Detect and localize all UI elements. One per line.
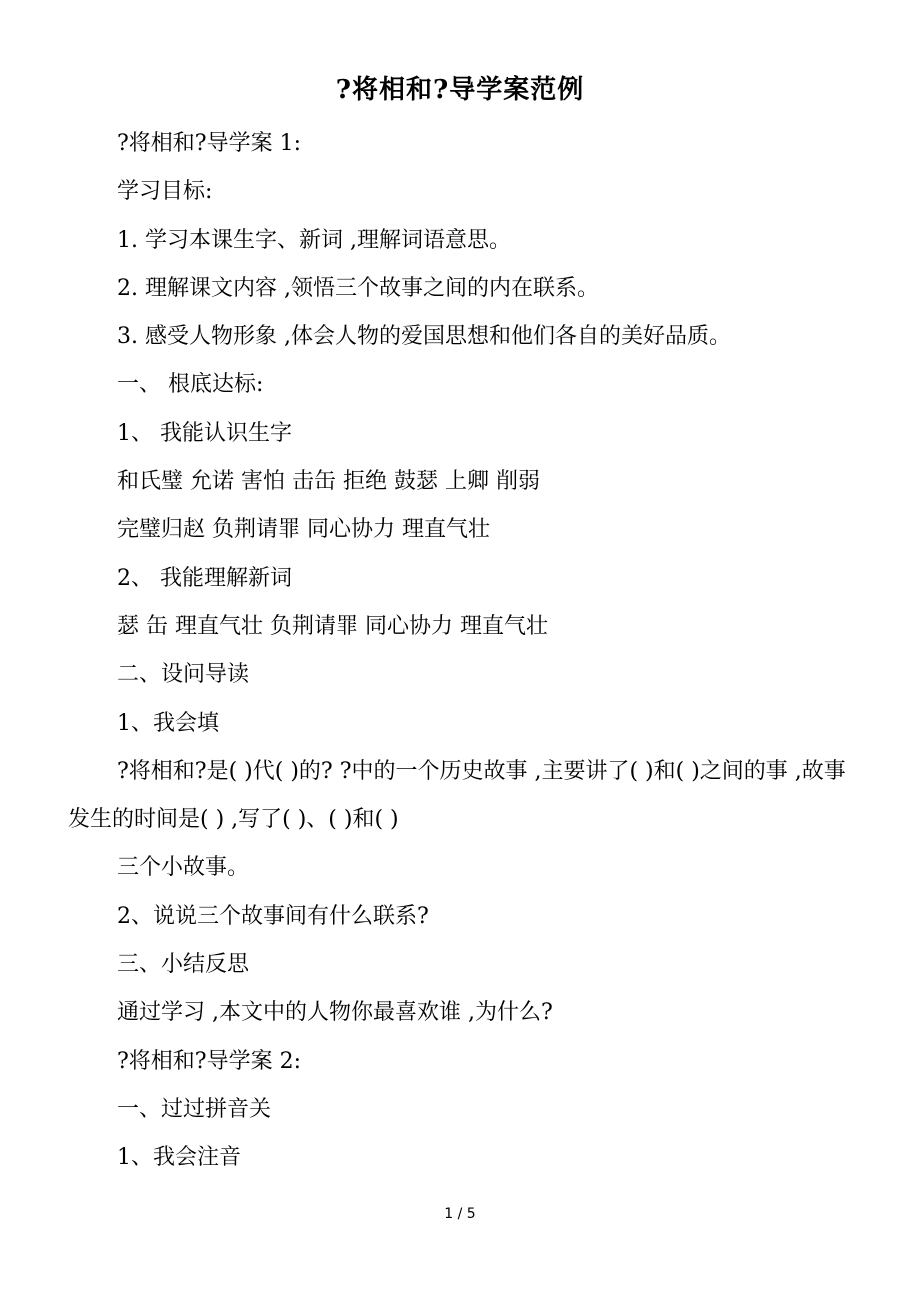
text-line: 2. 理解课文内容 ,领悟三个故事之间的内在联系。 [117, 275, 599, 301]
text-line: 三个小故事。 [117, 855, 250, 881]
text-line: 通过学习 ,本文中的人物你最喜欢谁 ,为什么? [117, 1000, 553, 1026]
text-line: 完璧归赵 负荆请罪 同心协力 理直气壮 [117, 517, 490, 543]
text-line: 1、我会注音 [117, 1145, 241, 1171]
document-body [68, 120, 858, 1183]
text-line: 二、设问导读 [117, 662, 250, 688]
text-line: 一、 根底达标: [117, 372, 264, 398]
text-line: 和氏璧 允诺 害怕 击缶 拒绝 鼓瑟 上卿 削弱 [117, 469, 540, 495]
text-line: 学习目标: [117, 179, 213, 205]
text-line: 瑟 缶 理直气壮 负荆请罪 同心协力 理直气壮 [117, 613, 548, 639]
text-line: 2、说说三个故事间有什么联系? [117, 903, 429, 929]
page-number: 1 / 5 [444, 1206, 476, 1222]
text-line: 三、小结反思 [117, 952, 250, 978]
text-line: ?将相和?导学案 1: [117, 131, 301, 156]
text-line: 1. 学习本课生字、新词 ,理解词语意思。 [117, 227, 511, 253]
text-line: 3. 感受人物形象 ,体会人物的爱国思想和他们各自的美好品质。 [117, 324, 731, 350]
text-line: 1、 我能认识生字 [117, 420, 292, 446]
text-line: ?将相和?导学案 2: [117, 1048, 301, 1074]
document-title: ?将相和?导学案范例 [335, 75, 585, 105]
text-line: 1、我会填 [117, 710, 219, 736]
text-line: 一、过过拼音关 [117, 1096, 272, 1122]
text-line: 2、 我能理解新词 [117, 565, 292, 591]
text-paragraph: ?将相和?是( )代( )的? ?中的一个历史故事 ,主要讲了( )和( )之间的事 ,故事发生的时间是( ) ,写了( )、( )和( ) [68, 758, 846, 833]
